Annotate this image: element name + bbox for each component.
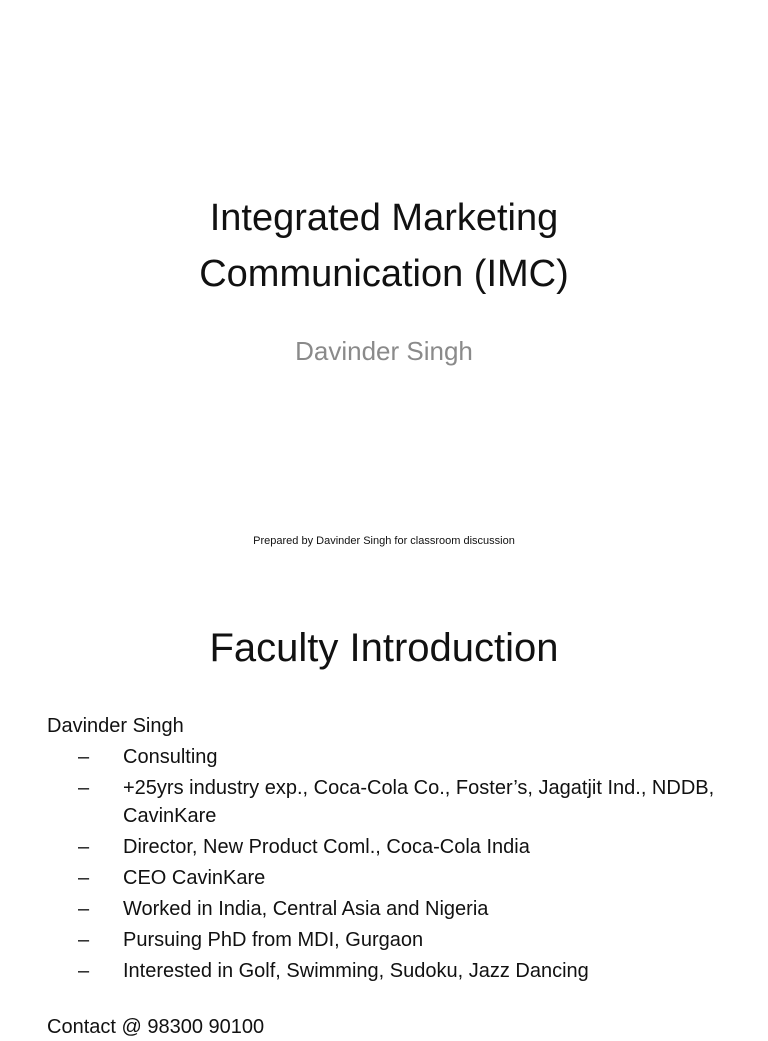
- list-item: [47, 864, 747, 892]
- bullet-dash: –: [78, 960, 90, 982]
- list-item: [47, 743, 747, 771]
- bullet-text: Director, New Product Coml., Coca-Cola India: [123, 836, 530, 858]
- list-item: [47, 774, 747, 830]
- bullet-dash: –: [78, 867, 90, 889]
- bullet-text: CEO CavinKare: [123, 867, 266, 889]
- list-item: [47, 895, 747, 923]
- slide-body: [47, 712, 747, 1041]
- bullet-dash: –: [78, 746, 90, 768]
- faculty-name: Davinder Singh: [47, 715, 184, 737]
- title-line-1: Integrated Marketing: [209, 197, 559, 239]
- faculty-intro-slide: [0, 576, 768, 1038]
- slide-footer-note: Prepared by Davinder Singh for classroom discussion: [253, 535, 515, 547]
- list-item: [47, 957, 747, 985]
- bullet-list: [47, 743, 747, 985]
- bullet-dash: –: [78, 929, 90, 951]
- bullet-dash: –: [78, 898, 90, 920]
- presenter-name: Davinder Singh: [295, 336, 473, 366]
- slide-heading: Faculty Introduction: [209, 626, 559, 670]
- contact-line: Contact @ 98300 90100: [47, 1016, 265, 1038]
- bullet-text: +25yrs industry exp., Coca-Cola Co., Foster’s, Jagatjit Ind., NDDB, CavinKare: [123, 777, 715, 827]
- bullet-text: Worked in India, Central Asia and Nigeria: [123, 898, 489, 920]
- presentation-title: [84, 190, 684, 302]
- bullet-dash: –: [78, 777, 90, 799]
- list-item: [47, 926, 747, 954]
- title-line-2: Communication (IMC): [199, 253, 569, 295]
- list-item: [47, 833, 747, 861]
- bullet-text: Interested in Golf, Swimming, Sudoku, Jazz Dancing: [123, 960, 589, 982]
- bullet-dash: –: [78, 836, 90, 858]
- bullet-text: Pursuing PhD from MDI, Gurgaon: [123, 929, 424, 951]
- bullet-text: Consulting: [123, 746, 218, 768]
